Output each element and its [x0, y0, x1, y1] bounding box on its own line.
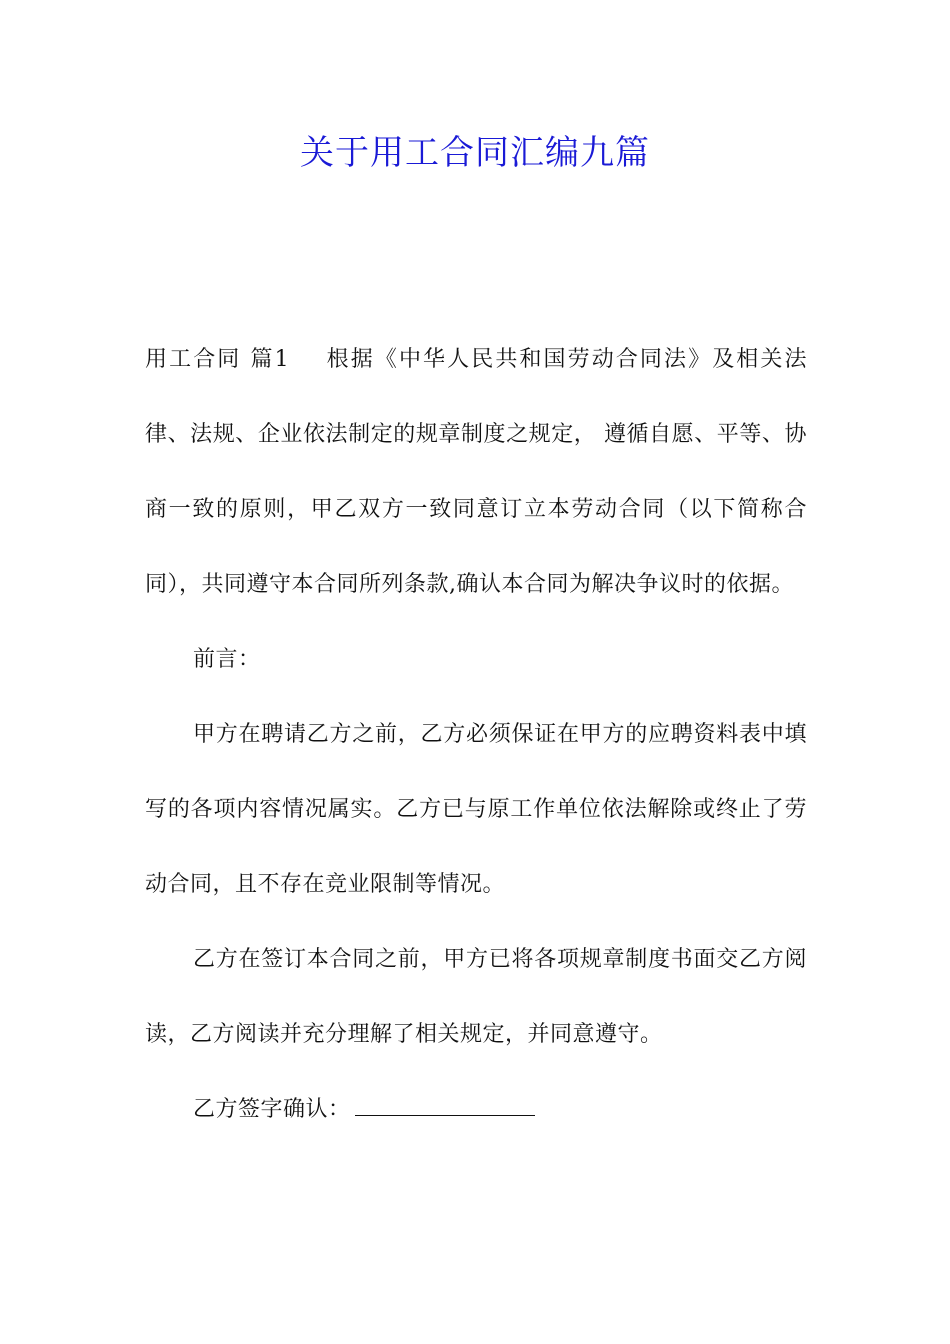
- signature-blank-line: [355, 1099, 535, 1116]
- intro-paragraph: [145, 322, 807, 622]
- signature-label: 乙方签字确认：: [193, 1097, 351, 1122]
- intro-text: 根据《中华人民共和国劳动合同法》及相关法律、法规、企业依法制定的规章制度之规定， 遵循自愿、平等、协商一致的原则，甲乙双方一致同意订立本劳动合同（以下简称合同），共同遵守本合同所列条款,确认本合同为解决争议时的依据。: [145, 347, 807, 597]
- signature-row: [145, 1072, 807, 1147]
- preface-heading: 前言：: [193, 647, 261, 672]
- section-label: 用工合同 篇1: [145, 347, 290, 372]
- document-title: 关于用工合同汇编九篇: [300, 133, 650, 173]
- document-body: [145, 322, 807, 1147]
- paragraph-2: 乙方在签订本合同之前，甲方已将各项规章制度书面交乙方阅读，乙方阅读并充分理解了相关规定，并同意遵守。: [145, 947, 807, 1047]
- paragraph-1: 甲方在聘请乙方之前，乙方必须保证在甲方的应聘资料表中填写的各项内容情况属实。乙方已与原工作单位依法解除或终止了劳动合同，且不存在竞业限制等情况。: [145, 722, 807, 897]
